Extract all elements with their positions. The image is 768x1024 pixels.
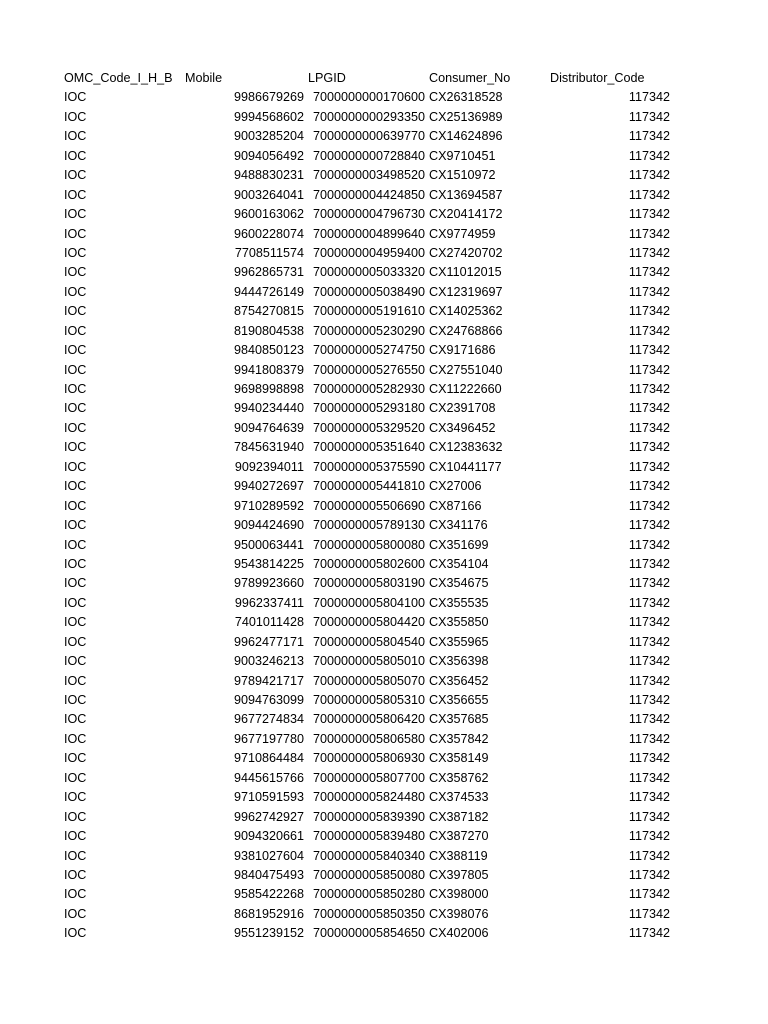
cell-lpgid: 7000000005839390	[313, 809, 426, 824]
cell-lpgid: 7000000005804100	[313, 595, 426, 610]
cell-distributor-code: 117342	[628, 926, 670, 941]
cell-omc-code: IOC	[64, 440, 87, 455]
cell-distributor-code: 117342	[628, 693, 670, 707]
cell-consumer-no: CX11222660	[429, 382, 502, 396]
cell-lpgid: 7000000005191610	[313, 304, 426, 319]
cell-consumer-no: CX27420702	[429, 245, 503, 260]
table-row	[64, 672, 684, 691]
cell-distributor-code: 117342	[628, 634, 670, 649]
cell-omc-code: IOC	[64, 90, 87, 105]
table-row	[64, 205, 684, 224]
cell-omc-code: IOC	[64, 207, 87, 222]
cell-mobile: 9940272697	[233, 479, 304, 494]
table-row	[64, 477, 684, 496]
table-row	[64, 827, 684, 846]
cell-consumer-no: CX27551040	[429, 362, 503, 377]
cell-omc-code: IOC	[64, 693, 87, 707]
cell-omc-code: IOC	[64, 654, 87, 669]
cell-distributor-code: 117342	[628, 148, 670, 163]
cell-mobile: 9094763099	[233, 693, 304, 707]
cell-lpgid: 7000000005854650	[313, 926, 426, 941]
cell-distributor-code: 117342	[628, 906, 670, 921]
cell-mobile: 9003264041	[233, 187, 304, 202]
cell-omc-code: IOC	[64, 634, 87, 649]
cell-consumer-no: CX357685	[429, 712, 489, 727]
cell-omc-code: IOC	[64, 731, 87, 746]
cell-mobile: 9003246213	[233, 654, 304, 669]
cell-lpgid: 7000000000639770	[313, 129, 426, 144]
table-row	[64, 419, 684, 438]
table-row	[64, 361, 684, 380]
cell-mobile: 7401011428	[234, 615, 304, 630]
cell-consumer-no: CX358762	[429, 770, 489, 785]
cell-distributor-code: 117342	[628, 751, 670, 766]
cell-lpgid: 7000000004899640	[313, 226, 426, 241]
data-rows	[64, 88, 684, 943]
cell-omc-code: IOC	[64, 304, 87, 319]
cell-distributor-code: 117342	[628, 556, 670, 571]
cell-omc-code: IOC	[64, 382, 87, 396]
cell-mobile: 9710591593	[233, 790, 304, 805]
table-row	[64, 438, 684, 457]
cell-omc-code: IOC	[64, 887, 87, 902]
cell-mobile: 9600228074	[233, 226, 304, 241]
cell-consumer-no: CX9710451	[429, 148, 496, 163]
cell-consumer-no: CX357842	[429, 731, 489, 746]
table-row	[64, 788, 684, 807]
cell-distributor-code: 117342	[628, 518, 670, 533]
cell-omc-code: IOC	[64, 226, 87, 241]
cell-consumer-no: CX2391708	[429, 401, 496, 416]
spreadsheet	[64, 69, 684, 944]
cell-consumer-no: CX397805	[429, 867, 489, 882]
cell-lpgid: 7000000005293180	[313, 401, 426, 416]
cell-consumer-no: CX402006	[429, 926, 489, 941]
cell-lpgid: 7000000005375590	[313, 459, 426, 474]
cell-distributor-code: 117342	[628, 265, 670, 280]
header-lpgid: LPGID	[308, 71, 346, 85]
cell-omc-code: IOC	[64, 518, 87, 533]
cell-omc-code: IOC	[64, 751, 87, 766]
cell-omc-code: IOC	[64, 168, 87, 183]
cell-lpgid: 7000000005506690	[313, 498, 426, 513]
cell-omc-code: IOC	[64, 615, 87, 630]
table-row	[64, 458, 684, 477]
table-row	[64, 555, 684, 574]
table-row	[64, 263, 684, 282]
cell-lpgid: 7000000004424850	[313, 187, 426, 202]
cell-mobile: 9710864484	[233, 751, 304, 766]
cell-distributor-code: 117342	[628, 420, 670, 435]
table-row	[64, 885, 684, 904]
cell-omc-code: IOC	[64, 576, 87, 591]
table-row	[64, 283, 684, 302]
cell-distributor-code: 117342	[628, 207, 670, 222]
cell-distributor-code: 117342	[628, 362, 670, 377]
cell-omc-code: IOC	[64, 790, 87, 805]
cell-omc-code: IOC	[64, 148, 87, 163]
cell-omc-code: IOC	[64, 906, 87, 921]
cell-consumer-no: CX398076	[429, 906, 489, 921]
cell-omc-code: IOC	[64, 401, 87, 416]
header-row	[64, 69, 684, 88]
cell-consumer-no: CX25136989	[429, 109, 503, 124]
table-row	[64, 710, 684, 729]
cell-omc-code: IOC	[64, 537, 87, 552]
table-row	[64, 341, 684, 360]
cell-distributor-code: 117342	[628, 867, 670, 882]
cell-lpgid: 7000000005807700	[313, 770, 426, 785]
cell-mobile: 9543814225	[233, 556, 304, 571]
cell-mobile: 9381027604	[233, 848, 304, 863]
cell-distributor-code: 117342	[628, 537, 670, 552]
cell-lpgid: 7000000005806420	[313, 712, 426, 727]
cell-distributor-code: 117342	[628, 226, 670, 241]
cell-omc-code: IOC	[64, 109, 87, 124]
cell-consumer-no: CX354104	[429, 556, 489, 571]
cell-consumer-no: CX398000	[429, 887, 489, 902]
cell-consumer-no: CX387182	[429, 809, 489, 824]
cell-consumer-no: CX87166	[429, 498, 482, 513]
cell-distributor-code: 117342	[628, 401, 670, 416]
cell-lpgid: 7000000003498520	[313, 168, 426, 183]
cell-omc-code: IOC	[64, 265, 87, 280]
cell-mobile: 7845631940	[233, 440, 304, 455]
cell-mobile: 9710289592	[233, 498, 304, 513]
cell-lpgid: 7000000005850280	[313, 887, 426, 902]
cell-omc-code: IOC	[64, 673, 87, 688]
cell-omc-code: IOC	[64, 362, 87, 377]
table-row	[64, 380, 684, 399]
cell-consumer-no: CX14624896	[429, 129, 503, 144]
cell-mobile: 9094320661	[233, 829, 304, 844]
cell-omc-code: IOC	[64, 926, 87, 941]
cell-omc-code: IOC	[64, 420, 87, 435]
cell-consumer-no: CX341176	[429, 518, 488, 533]
cell-lpgid: 7000000005274750	[313, 343, 426, 358]
cell-consumer-no: CX9171686	[429, 343, 496, 358]
cell-mobile: 9677274834	[233, 712, 304, 727]
cell-mobile: 9551239152	[233, 926, 304, 941]
cell-distributor-code: 117342	[628, 168, 670, 183]
cell-consumer-no: CX356452	[429, 673, 489, 688]
cell-distributor-code: 117342	[628, 382, 670, 396]
cell-consumer-no: CX24768866	[429, 323, 503, 338]
cell-mobile: 8190804538	[233, 323, 304, 338]
cell-mobile: 8754270815	[233, 304, 304, 319]
header-omc-code: OMC_Code_I_H_B	[64, 71, 173, 85]
cell-mobile: 9789421717	[233, 673, 304, 688]
cell-lpgid: 7000000005802600	[313, 556, 426, 571]
table-row	[64, 594, 684, 613]
cell-distributor-code: 117342	[628, 848, 670, 863]
cell-lpgid: 7000000005805310	[313, 693, 426, 707]
cell-mobile: 9445615766	[233, 770, 304, 785]
cell-consumer-no: CX27006	[429, 479, 482, 494]
table-row	[64, 127, 684, 146]
cell-lpgid: 7000000005282930	[313, 382, 426, 396]
cell-lpgid: 7000000005805010	[313, 654, 426, 669]
cell-lpgid: 7000000005840340	[313, 848, 426, 863]
cell-mobile: 9094764639	[233, 420, 304, 435]
cell-mobile: 9444726149	[233, 284, 304, 299]
cell-consumer-no: CX9774959	[429, 226, 496, 241]
cell-distributor-code: 117342	[628, 440, 670, 455]
cell-distributor-code: 117342	[628, 109, 670, 124]
cell-omc-code: IOC	[64, 129, 87, 144]
cell-consumer-no: CX12319697	[429, 284, 503, 299]
table-row	[64, 749, 684, 768]
cell-consumer-no: CX355535	[429, 595, 489, 610]
cell-consumer-no: CX13694587	[429, 187, 503, 202]
cell-mobile: 9941808379	[233, 362, 304, 377]
cell-consumer-no: CX355965	[429, 634, 489, 649]
cell-distributor-code: 117342	[628, 498, 670, 513]
cell-lpgid: 7000000005441810	[313, 479, 426, 494]
cell-omc-code: IOC	[64, 245, 87, 260]
cell-consumer-no: CX11012015	[429, 265, 502, 280]
cell-lpgid: 7000000005800080	[313, 537, 426, 552]
cell-omc-code: IOC	[64, 595, 87, 610]
cell-distributor-code: 117342	[628, 284, 670, 299]
cell-distributor-code: 117342	[628, 479, 670, 494]
cell-mobile: 9094424690	[233, 518, 304, 533]
cell-mobile: 9677197780	[233, 731, 304, 746]
cell-distributor-code: 117342	[628, 304, 670, 319]
cell-omc-code: IOC	[64, 867, 87, 882]
cell-distributor-code: 117342	[628, 790, 670, 805]
cell-lpgid: 7000000005850080	[313, 867, 426, 882]
cell-distributor-code: 117342	[628, 459, 670, 474]
cell-lpgid: 7000000005329520	[313, 420, 426, 435]
cell-consumer-no: CX3496452	[429, 420, 496, 435]
cell-omc-code: IOC	[64, 479, 87, 494]
cell-mobile: 9789923660	[233, 576, 304, 591]
table-row	[64, 108, 684, 127]
cell-omc-code: IOC	[64, 343, 87, 358]
cell-lpgid: 7000000000170600	[313, 90, 426, 105]
cell-mobile: 9940234440	[233, 401, 304, 416]
cell-consumer-no: CX356398	[429, 654, 489, 669]
cell-distributor-code: 117342	[628, 615, 670, 630]
cell-mobile: 9600163062	[233, 207, 304, 222]
cell-mobile: 8681952916	[233, 906, 304, 921]
cell-consumer-no: CX374533	[429, 790, 489, 805]
cell-lpgid: 7000000005230290	[313, 323, 426, 338]
cell-mobile: 9500063441	[233, 537, 304, 552]
cell-mobile: 9962742927	[233, 809, 304, 824]
cell-consumer-no: CX20414172	[429, 207, 503, 222]
table-row	[64, 924, 684, 943]
cell-mobile: 9698998898	[233, 382, 304, 396]
cell-consumer-no: CX14025362	[429, 304, 503, 319]
cell-lpgid: 7000000005850350	[313, 906, 426, 921]
table-row	[64, 613, 684, 632]
cell-omc-code: IOC	[64, 187, 87, 202]
cell-lpgid: 7000000005824480	[313, 790, 426, 805]
cell-omc-code: IOC	[64, 829, 87, 844]
cell-consumer-no: CX1510972	[429, 168, 496, 183]
table-row	[64, 322, 684, 341]
cell-consumer-no: CX355850	[429, 615, 489, 630]
cell-omc-code: IOC	[64, 848, 87, 863]
cell-lpgid: 7000000005803190	[313, 576, 426, 591]
cell-lpgid: 7000000005804540	[313, 634, 426, 649]
table-row	[64, 574, 684, 593]
cell-consumer-no: CX358149	[429, 751, 489, 766]
cell-distributor-code: 117342	[628, 770, 670, 785]
table-row	[64, 399, 684, 418]
cell-consumer-no: CX26318528	[429, 90, 503, 105]
cell-mobile: 9840475493	[233, 867, 304, 882]
cell-lpgid: 7000000005276550	[313, 362, 426, 377]
cell-lpgid: 7000000005804420	[313, 615, 426, 630]
cell-lpgid: 7000000005806930	[313, 751, 426, 766]
table-row	[64, 730, 684, 749]
table-row	[64, 866, 684, 885]
cell-lpgid: 7000000005839480	[313, 829, 426, 844]
table-row	[64, 691, 684, 710]
cell-consumer-no: CX356655	[429, 693, 489, 707]
cell-distributor-code: 117342	[628, 731, 670, 746]
cell-mobile: 9962865731	[233, 265, 304, 280]
header-consumer-no: Consumer_No	[429, 71, 511, 85]
cell-mobile: 9962477171	[233, 634, 304, 649]
table-row	[64, 652, 684, 671]
cell-distributor-code: 117342	[628, 90, 670, 105]
table-row	[64, 497, 684, 516]
cell-omc-code: IOC	[64, 284, 87, 299]
cell-distributor-code: 117342	[628, 323, 670, 338]
cell-mobile: 7708511574	[234, 245, 304, 260]
table-row	[64, 147, 684, 166]
table-row	[64, 536, 684, 555]
cell-consumer-no: CX10441177	[429, 459, 502, 474]
cell-mobile: 9994568602	[233, 109, 304, 124]
cell-mobile: 9003285204	[233, 129, 304, 144]
cell-mobile: 9488830231	[233, 168, 304, 183]
header-distributor-code: Distributor_Code	[550, 71, 645, 85]
cell-distributor-code: 117342	[628, 712, 670, 727]
cell-lpgid: 7000000004959400	[313, 245, 426, 260]
cell-consumer-no: CX388119	[429, 848, 488, 863]
cell-omc-code: IOC	[64, 556, 87, 571]
table-row	[64, 244, 684, 263]
cell-omc-code: IOC	[64, 809, 87, 824]
cell-distributor-code: 117342	[628, 654, 670, 669]
table-row	[64, 769, 684, 788]
cell-distributor-code: 117342	[628, 595, 670, 610]
cell-mobile: 9986679269	[233, 90, 304, 105]
cell-lpgid: 7000000005351640	[313, 440, 426, 455]
table-row	[64, 88, 684, 107]
cell-omc-code: IOC	[64, 459, 87, 474]
cell-consumer-no: CX387270	[429, 829, 489, 844]
cell-lpgid: 7000000000728840	[313, 148, 426, 163]
cell-mobile: 9092394011	[234, 459, 304, 474]
cell-distributor-code: 117342	[628, 887, 670, 902]
cell-consumer-no: CX354675	[429, 576, 489, 591]
cell-distributor-code: 117342	[628, 245, 670, 260]
table-row	[64, 166, 684, 185]
cell-distributor-code: 117342	[628, 129, 670, 144]
cell-lpgid: 7000000005789130	[313, 518, 426, 533]
table-row	[64, 225, 684, 244]
cell-omc-code: IOC	[64, 770, 87, 785]
cell-lpgid: 7000000004796730	[313, 207, 426, 222]
cell-lpgid: 7000000005033320	[313, 265, 426, 280]
cell-distributor-code: 117342	[628, 187, 670, 202]
cell-lpgid: 7000000005038490	[313, 284, 426, 299]
table-row	[64, 808, 684, 827]
table-row	[64, 516, 684, 535]
cell-omc-code: IOC	[64, 498, 87, 513]
header-mobile: Mobile	[185, 71, 223, 85]
cell-distributor-code: 117342	[628, 809, 670, 824]
cell-lpgid: 7000000005805070	[313, 673, 426, 688]
cell-mobile: 9840850123	[233, 343, 304, 358]
cell-consumer-no: CX351699	[429, 537, 489, 552]
cell-mobile: 9094056492	[233, 148, 304, 163]
table-row	[64, 847, 684, 866]
cell-consumer-no: CX12383632	[429, 440, 503, 455]
cell-mobile: 9585422268	[233, 887, 304, 902]
table-row	[64, 905, 684, 924]
cell-lpgid: 7000000005806580	[313, 731, 426, 746]
cell-distributor-code: 117342	[628, 343, 670, 358]
table-row	[64, 186, 684, 205]
table-row	[64, 302, 684, 321]
cell-distributor-code: 117342	[628, 673, 670, 688]
cell-mobile: 9962337411	[234, 595, 304, 610]
cell-omc-code: IOC	[64, 323, 87, 338]
table-row	[64, 633, 684, 652]
cell-distributor-code: 117342	[628, 829, 670, 844]
cell-lpgid: 7000000000293350	[313, 109, 426, 124]
cell-distributor-code: 117342	[628, 576, 670, 591]
cell-omc-code: IOC	[64, 712, 87, 727]
